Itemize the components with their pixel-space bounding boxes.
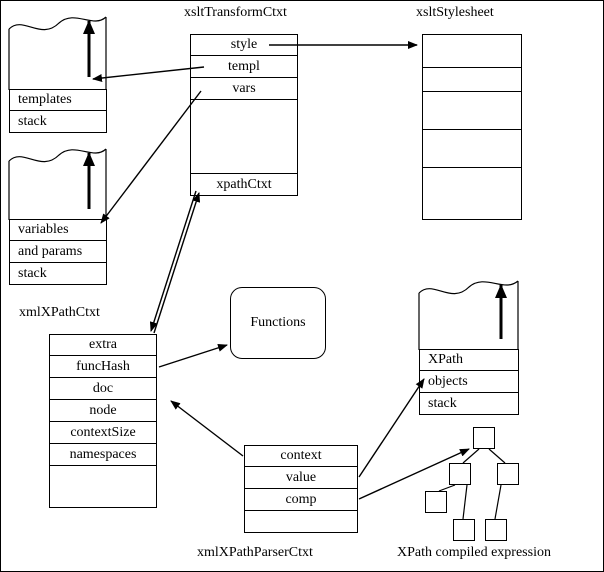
transform-ctxt-row-xpathctxt: xpathCtxt: [190, 174, 298, 196]
xpath-ctxt-row-extra: extra: [49, 334, 157, 356]
variables-stack-row-1: and params: [9, 241, 107, 263]
arrow-context-to-xpathctxt: [171, 401, 243, 456]
arrow-xpathctxt-to-xmlxpathctxt: [151, 191, 199, 333]
tree-node-leaf-2: [453, 519, 475, 541]
variables-stack-outline: [9, 149, 106, 220]
stylesheet-row-4: [422, 168, 522, 220]
stylesheet-row-3: [422, 130, 522, 168]
variables-stack-row-2: stack: [9, 263, 107, 285]
xpath-parser-ctxt-row-context: context: [244, 445, 358, 467]
stylesheet-row-0: [422, 34, 522, 68]
transform-ctxt-row-vars: vars: [190, 78, 298, 100]
tree-node-right: [497, 463, 519, 485]
variables-stack-row-0: variables: [9, 219, 107, 241]
xpath-objects-stack-row-0: XPath: [419, 349, 519, 371]
functions-box: [230, 287, 326, 359]
arrow-funchash-to-functions: [159, 345, 227, 367]
arrow-vars-to-variables-stack: [101, 91, 201, 223]
tree-node-leaf-1: [425, 491, 447, 513]
label-xslt-stylesheet: xsltStylesheet: [416, 5, 494, 20]
functions-label: Functions: [250, 315, 306, 330]
tree-node-root: [473, 427, 495, 449]
arrow-templ-to-templates-stack: [93, 67, 204, 79]
xpath-ctxt-row-contextsize: contextSize: [49, 422, 157, 444]
xpath-objects-stack-row-2: stack: [419, 393, 519, 415]
label-xml-xpath-ctxt: xmlXPathCtxt: [19, 305, 100, 320]
xpath-objects-stack-row-1: objects: [419, 371, 519, 393]
templates-stack-outline: [9, 17, 106, 90]
stylesheet-row-1: [422, 68, 522, 92]
xpath-parser-ctxt-row-value: value: [244, 467, 358, 489]
xpath-ctxt-row-node: node: [49, 400, 157, 422]
xpath-objects-stack-outline: [419, 281, 518, 350]
transform-ctxt-row-spacer: [190, 100, 298, 174]
label-xml-xpath-parser-ctxt: xmlXPathParserCtxt: [197, 545, 313, 560]
stylesheet-row-2: [422, 92, 522, 130]
templates-stack-row-1: stack: [9, 111, 107, 133]
xpath-ctxt-row-doc: doc: [49, 378, 157, 400]
xpath-ctxt-row-spacer: [49, 466, 157, 508]
transform-ctxt-row-templ: templ: [190, 56, 298, 78]
tree-node-leaf-3: [485, 519, 507, 541]
tree-node-left: [449, 463, 471, 485]
xpath-ctxt-row-namespaces: namespaces: [49, 444, 157, 466]
arrow-value-to-xpath-objects-stack: [359, 379, 424, 477]
label-xpath-compiled-expression: XPath compiled expression: [397, 545, 551, 560]
xpath-ctxt-row-funchash: funcHash: [49, 356, 157, 378]
xpath-parser-ctxt-row-spacer: [244, 511, 358, 533]
xpath-parser-ctxt-row-comp: comp: [244, 489, 358, 511]
label-xslt-transform-ctxt: xsltTransformCtxt: [184, 5, 287, 20]
transform-ctxt-row-style: style: [190, 34, 298, 56]
templates-stack-row-0: templates: [9, 89, 107, 111]
